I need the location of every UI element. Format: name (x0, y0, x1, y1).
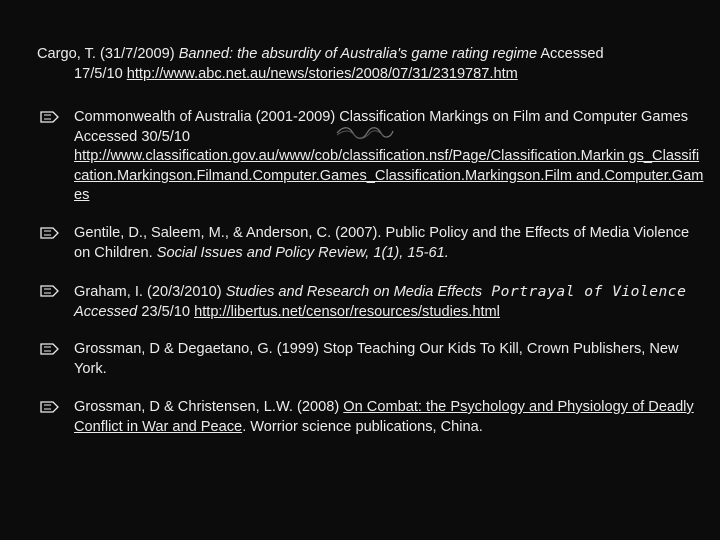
bullet-arrow-icon (40, 399, 60, 415)
ref-journal: Social Issues and Policy Review, 1(1), 15-61. (156, 244, 449, 261)
ref-title: Banned: the absurdity of Australia's game rating regime (178, 46, 538, 62)
bullet-arrow-icon (40, 225, 60, 241)
ref-title-2: Portrayal of Violence (482, 283, 687, 300)
ref-text: Commonwealth of Australia (2001-2009) Classification Markings on Film and Computer Games Accessed 30/5/10 (74, 109, 689, 145)
ref-title: On Combat: the Psychology and Physiology of Deadly Conflict in War and Peace (74, 399, 694, 435)
bullet-arrow-icon (40, 341, 60, 357)
ref-text: Grossman, D & Degaetano, G. (1999) Stop Teaching Our Kids To Kill, Crown Publishers, New York. (74, 341, 679, 377)
ref-link[interactable]: http://libertus.net/censor/resources/studies.html (194, 303, 500, 320)
ref-accessed: Accessed (74, 303, 138, 320)
ref-text: Grossman, D & Christensen, L.W. (2008) (74, 399, 344, 415)
bullet-arrow-icon (40, 283, 60, 299)
ref-text: Graham, I. (20/3/2010) (74, 284, 226, 300)
ref-publisher: . Worrior science publications, China. (242, 418, 483, 435)
reference-cargo (37, 45, 697, 84)
decorative-swirl-icon (335, 125, 395, 141)
ref-link[interactable]: http://www.classification.gov.au/www/cob/classification.nsf/Page/Classification.Markin gs_Classification.Markingson.Filmand.Computer.Games_Classification.Markingson.Film and.Computer.Games (74, 148, 704, 203)
bullet-arrow-icon (40, 109, 60, 125)
ref-date: 23/5/10 (137, 303, 195, 320)
ref-text: Gentile, D., Saleem, M., & Anderson, C. (2007). Public Policy and the Effects of Media Violence on Children. (74, 225, 690, 261)
ref-date: 17/5/10 (74, 65, 127, 82)
ref-accessed: Accessed (537, 46, 604, 62)
ref-title: Studies and Research on Media Effects (225, 284, 483, 300)
ref-link[interactable]: http://www.abc.net.au/news/stories/2008/07/31/2319787.htm (126, 65, 518, 82)
ref-author: Cargo, T. (31/7/2009) (37, 46, 179, 62)
